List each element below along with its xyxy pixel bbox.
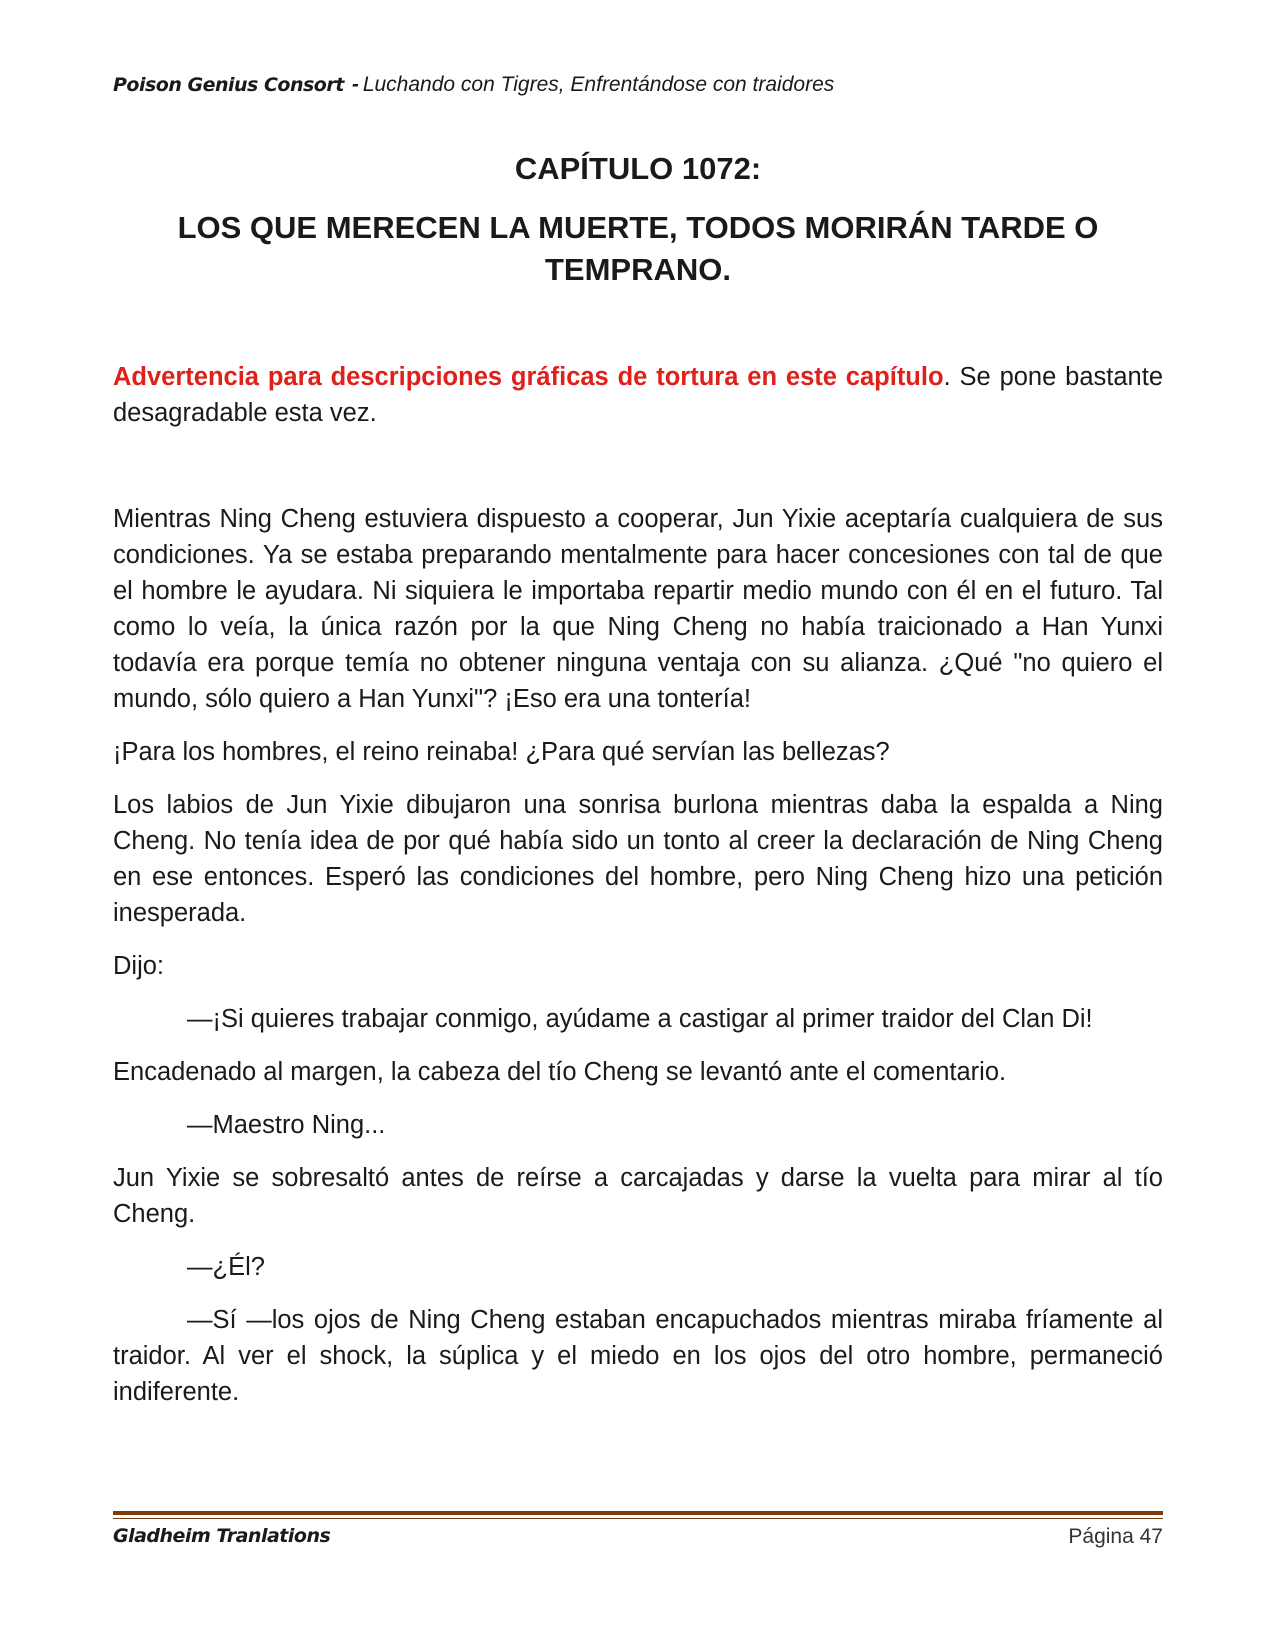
paragraph: Los labios de Jun Yixie dibujaron una sonrisa burlona mientras daba la espalda a Ning Cheng. No tenía idea de por qué había sido un tonto al creer la declaración de Ning Cheng en ese entonces. Esperó las condiciones del hombre, pero Ning Cheng hizo una petición inesperada. <box>113 791 1163 927</box>
dialogue-paragraph: —Maestro Ning... <box>187 1111 386 1139</box>
chapter-number: CAPÍTULO 1072: <box>514 151 762 186</box>
warning-paragraph <box>113 359 1163 431</box>
chapter-body <box>113 359 1163 1427</box>
dialogue-paragraph: —Sí —los ojos de Ning Cheng estaban encapuchados mientras miraba fríamente al traidor. Al ver el shock, la súplica y el miedo en los ojos del otro hombre, permaneció indiferente. <box>113 1306 1163 1406</box>
paragraph: Dijo: <box>113 952 165 980</box>
document-page <box>113 0 1163 1650</box>
header-subtitle: Luchando con Tigres, Enfrentándose con traidores <box>362 73 835 96</box>
header-book-title: Poison Genius Consort <box>113 74 344 96</box>
dialogue-paragraph: —¡Si quieres trabajar conmigo, ayúdame a castigar al primer traidor del Clan Di! <box>187 1005 1093 1033</box>
paragraph: ¡Para los hombres, el reino reinaba! ¿Para qué servían las bellezas? <box>113 738 890 766</box>
warning-highlight: Advertencia para descripciones gráficas de tortura en este capítulo <box>113 363 944 391</box>
chapter-title: LOS QUE MERECEN LA MUERTE, TODOS MORIRÁN TARDE O TEMPRANO. <box>177 210 1099 287</box>
footer-rule-thin <box>113 1518 1163 1519</box>
paragraph: Encadenado al margen, la cabeza del tío Cheng se levantó ante el comentario. <box>113 1058 1007 1086</box>
footer-publisher: Gladheim Tranlations <box>113 1525 331 1547</box>
paragraph: Mientras Ning Cheng estuviera dispuesto a cooperar, Jun Yixie aceptaría cualquiera de sus condiciones. Ya se estaba preparando mentalmente para hacer concesiones con tal de que el hombre le ayudara. Ni siquiera le importaba repartir medio mundo con él en el futuro. Tal como lo veía, la única razón por la que Ning Cheng no había traicionado a Han Yunxi todavía era porque temía no obtener ninguna ventaja con su alianza. ¿Qué "no quiero el mundo, sólo quiero a Han Yunxi"? ¡Eso era una tontería! <box>113 505 1163 713</box>
footer-rule <box>113 1511 1163 1515</box>
warning-rest: . Se pone bastante desagradable esta vez. <box>113 363 1163 427</box>
page-number: Página 47 <box>1068 1525 1163 1548</box>
dialogue-paragraph: —¿Él? <box>187 1253 265 1281</box>
paragraph: Jun Yixie se sobresaltó antes de reírse a carcajadas y darse la vuelta para mirar al tío Cheng. <box>113 1164 1163 1228</box>
header-separator: - <box>351 73 359 96</box>
running-header <box>113 73 834 97</box>
